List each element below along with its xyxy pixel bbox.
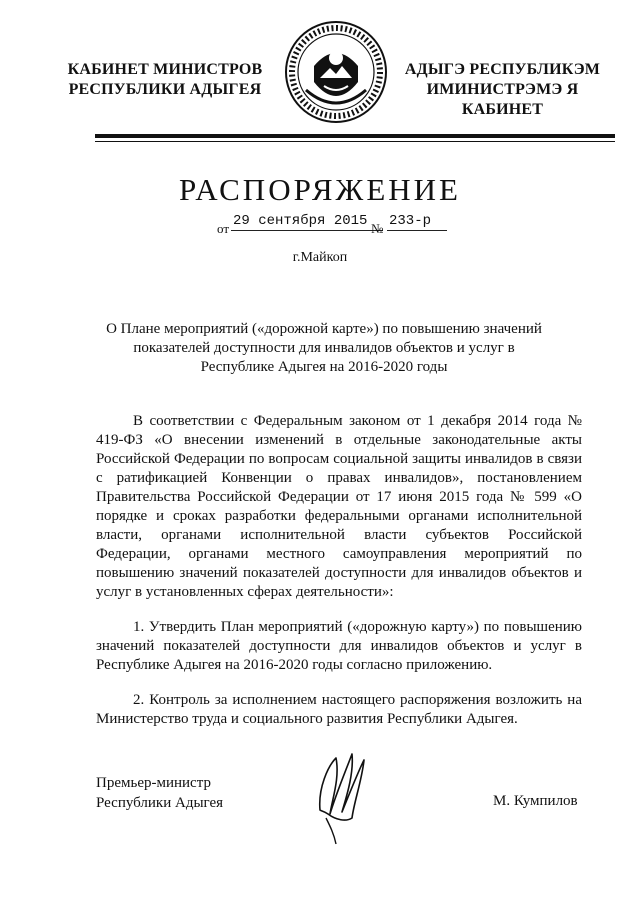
issuer-russian-line1: КАБИНЕТ МИНИСТРОВ: [67, 61, 263, 78]
signatory-position: [96, 773, 223, 813]
document-subject: О Плане мероприятий («дорожной карте») по повышению значений показателей доступности для инвалидов объектов и услуг в Республике Адыгея на 2016-2020 годы: [106, 321, 542, 375]
issuer-russian: [60, 60, 270, 100]
date-number-line: [217, 213, 457, 237]
signatory-position-line2: Республики Адыгея: [96, 795, 224, 811]
document-number: 233-р: [387, 213, 447, 231]
document-title: РАСПОРЯЖЕНИЕ: [179, 172, 461, 207]
header-rule-thin: [95, 141, 615, 142]
document-date: 29 сентября 2015: [231, 213, 383, 231]
body-paragraph-item-2: 2. Контроль за исполнением настоящего распоряжения возложить на Министерство труда и социального развития Республики Адыгея.: [96, 692, 582, 727]
issuer-adyghe-line1: АДЫГЭ РЕСПУБЛИКЭМ: [404, 61, 601, 78]
signatory-name: М. Кумпилов: [493, 793, 578, 809]
header-rule-thick: [95, 134, 615, 138]
body-paragraph-preamble: В соответствии с Федеральным законом от 1 декабря 2014 года № 419-ФЗ «О внесении изменений в отдельные законодательные акты Российской Федерации по вопросам социальной защиты инвалидов в связи с ратификацией Конвенции о правах инвалидов», постановлением Правительства Российской Федерации от 17 июня 2015 года № 599 «О порядке и сроках разработки федеральными органами исполнительной власти, органами исполнительной власти субъектов Российской Федерации, органами местного самоуправления мероприятий по повышению значений показателей доступности для инвалидов объектов и услуг в установленных сферах деятельности»:: [96, 413, 582, 600]
issuer-russian-line2: РЕСПУБЛИКИ АДЫГЕЯ: [68, 81, 262, 98]
issuer-adyghe: [390, 60, 615, 120]
number-prefix: №: [371, 221, 384, 236]
document-body: [96, 412, 582, 729]
signatory-position-line1: Премьер-министр: [96, 775, 211, 791]
issuer-adyghe-line2: ИМИНИСТРЭМЭ Я КАБИНЕТ: [426, 81, 579, 118]
handwritten-signature: [306, 748, 376, 848]
republic-of-adygea-emblem-icon: [284, 20, 388, 124]
date-prefix: от: [217, 221, 230, 236]
body-paragraph-item-1: 1. Утвердить План мероприятий («дорожную карту») по повышению значений показателей доступности для инвалидов объектов и услуг в Республике Адыгея на 2016-2020 годы согласно приложению.: [96, 619, 582, 673]
issue-city: г.Майкоп: [292, 250, 348, 265]
